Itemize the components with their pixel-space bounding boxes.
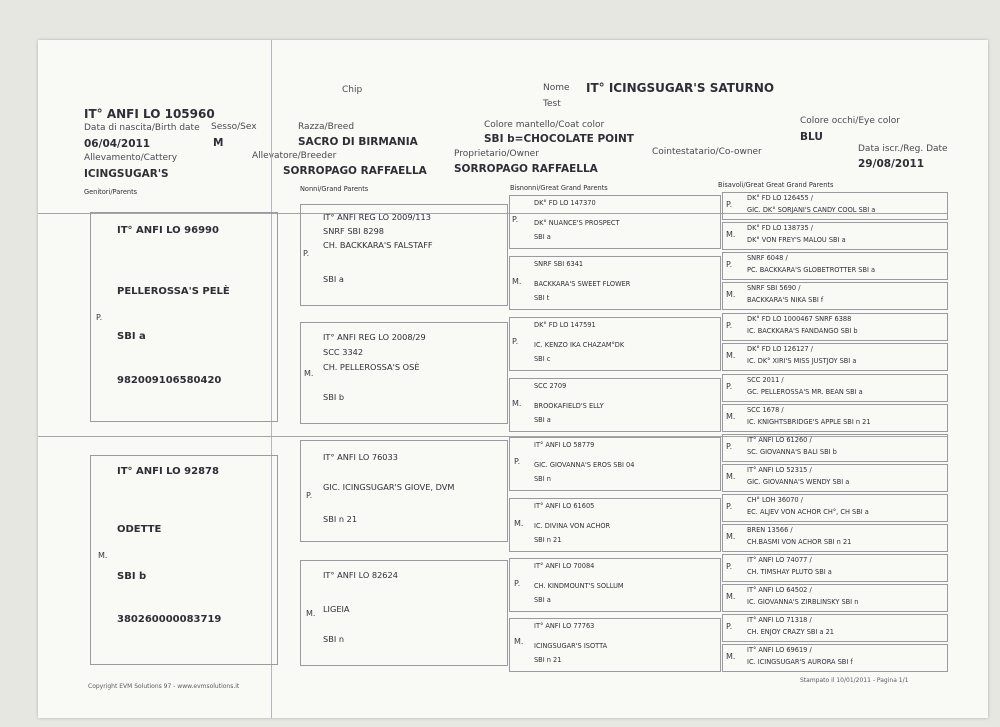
breed-label: Razza/Breed: [298, 122, 355, 132]
gggp-registration: IT° ANFI LO 61260 /: [747, 436, 812, 444]
cattery-label: Allevamento/Cattery: [84, 153, 178, 163]
ggp-name: GIC. GIOVANNA'S EROS SBI 04: [534, 461, 635, 469]
gggp-box: [722, 524, 948, 552]
ggp-marker: P.: [512, 215, 519, 224]
coowner-label: Cointestatario/Co-owner: [652, 147, 762, 157]
gggp-box: [722, 222, 948, 250]
gggp-name: IC. DK° XIRI'S MISS JUSTJOY SBI a: [747, 357, 857, 365]
gggp-name: GC. PELLEROSSA'S MR. BEAN SBI a: [747, 388, 863, 396]
grandparent-marker: P.: [306, 491, 313, 500]
gggp-name: EC. ALJEV VON ACHOR CH°, CH SBI a: [747, 508, 869, 516]
gggp-registration: BREN 13566 /: [747, 526, 793, 534]
grandparent-marker: P.: [303, 249, 310, 258]
grandparent-ems: SBI b: [323, 392, 345, 402]
ggp-marker: P.: [514, 579, 521, 588]
dam-ems: SBI b: [117, 571, 147, 582]
sex-value: M: [213, 137, 224, 149]
great-grandparent-box: [509, 195, 721, 249]
ggp-ems: SBI n: [534, 475, 551, 483]
gggp-marker: M.: [726, 592, 736, 601]
great-grandparent-box: [509, 498, 721, 552]
gggp-box: [722, 313, 948, 341]
print-stamp: Stampato il 10/01/2011 - Pagina 1/1: [800, 677, 909, 684]
ggp-name: ICINGSUGAR'S ISOTTA: [534, 642, 608, 650]
gggp-box: [722, 494, 948, 522]
reg-date-value: 29/08/2011: [858, 158, 925, 170]
great-grandparent-box: [509, 378, 721, 432]
ggp-marker: P.: [512, 337, 519, 346]
gggp-registration: IT° ANFI LO 52315 /: [747, 466, 812, 474]
great-grandparent-box: [509, 558, 721, 612]
grandparent-box: [300, 322, 508, 424]
gggp-box: [722, 644, 948, 672]
parent-sire-box: [90, 212, 278, 422]
eye-color-value: BLU: [800, 131, 823, 143]
col-heading-parents: Genitori/Parents: [84, 188, 138, 196]
gggp-box: [722, 614, 948, 642]
gggp-name: IC. ICINGSUGAR'S AURORA SBI f: [747, 658, 853, 666]
sex-label: Sesso/Sex: [211, 122, 257, 132]
gggp-box: [722, 464, 948, 492]
gggp-marker: M.: [726, 351, 736, 360]
gggp-box: [722, 434, 948, 462]
breeder-value: SORROPAGO RAFFAELLA: [283, 165, 427, 177]
name-label: Nome: [543, 83, 570, 93]
grandparent-extra: SCC 3342: [323, 347, 364, 357]
gggp-box: [722, 374, 948, 402]
gggp-name: BACKKARA'S NIKA SBI f: [747, 296, 824, 304]
ggp-registration: IT° ANFI LO 61605: [534, 502, 595, 510]
col-heading-great-great-grandparents: Bisavoli/Great Great Grand Parents: [718, 181, 834, 189]
gggp-registration: SCC 2011 /: [747, 376, 784, 384]
sire-registration: IT° ANFI LO 96990: [117, 225, 219, 236]
ggp-registration: IT° ANFI LO 77763: [534, 622, 595, 630]
dam-chip: 380260000083719: [117, 614, 222, 625]
gggp-registration: DK° FD LO 126455 /: [747, 194, 813, 202]
great-grandparent-box: [509, 618, 721, 672]
dam-marker: M.: [98, 551, 108, 560]
gggp-registration: CH° LOH 36070 /: [747, 496, 803, 504]
grandparent-name: GIC. ICINGSUGAR'S GIOVE, DVM: [323, 482, 455, 492]
gggp-marker: P.: [726, 442, 733, 451]
gggp-box: [722, 343, 948, 371]
grandparent-marker: M.: [306, 609, 316, 618]
owner-label: Proprietario/Owner: [454, 149, 539, 159]
ggp-marker: M.: [512, 399, 522, 408]
ggp-name: DK° NUANCE'S PROSPECT: [534, 219, 620, 227]
gggp-registration: DK° FD LO 138735 /: [747, 224, 813, 232]
ggp-ems: SBI t: [534, 294, 550, 302]
ggp-registration: SNRF SBI 6341: [534, 260, 584, 268]
gggp-marker: P.: [726, 502, 733, 511]
grandparent-marker: M.: [304, 369, 314, 378]
sire-name: PELLEROSSA'S PELÈ: [117, 286, 230, 297]
gggp-registration: DK° FD LO 126127 /: [747, 345, 813, 353]
gggp-name: SC. GIOVANNA'S BALI SBI b: [747, 448, 837, 456]
ggp-name: IC. DIVINA VON ACHOR: [534, 522, 611, 530]
grandparent-registration: IT° ANFI REG LO 2009/113: [323, 212, 431, 222]
dam-registration: IT° ANFI LO 92878: [117, 466, 219, 477]
ggp-name: CH. KINDMOUNT'S SOLLUM: [534, 582, 624, 590]
gggp-registration: DK° FD LO 1000467 SNRF 6388: [747, 315, 852, 323]
gggp-registration: SCC 1678 /: [747, 406, 784, 414]
ggp-registration: IT° ANFI LO 70084: [534, 562, 595, 570]
gggp-name: IC. KNIGHTSBRIDGE'S APPLE SBI n 21: [747, 418, 871, 426]
grandparent-name: CH. BACKKARA'S FALSTAFF: [323, 240, 433, 250]
breeder-label: Allevatore/Breeder: [252, 151, 337, 161]
ggp-name: BROOKAFIELD'S ELLY: [534, 402, 604, 410]
grandparent-name: LIGEIA: [323, 604, 350, 614]
gggp-registration: IT° ANFI LO 71318 /: [747, 616, 812, 624]
gggp-name: IC. GIOVANNA'S ZIRBLINSKY SBI n: [747, 598, 859, 606]
birth-date-label: Data di nascita/Birth date: [84, 123, 200, 133]
gggp-box: [722, 404, 948, 432]
registration-number: IT° ANFI LO 105960: [84, 107, 215, 121]
gggp-marker: M.: [726, 652, 736, 661]
sire-marker: P.: [96, 313, 103, 322]
ggp-ems: SBI a: [534, 416, 551, 424]
sire-chip: 982009106580420: [117, 375, 222, 386]
gggp-marker: P.: [726, 200, 733, 209]
col-heading-great-grandparents: Bisnonni/Great Grand Parents: [510, 184, 608, 192]
grandparent-box: [300, 560, 508, 666]
ggp-ems: SBI n 21: [534, 656, 562, 664]
ggp-marker: M.: [514, 637, 524, 646]
grandparent-extra: SNRF SBI 8298: [323, 226, 384, 236]
gggp-marker: P.: [726, 321, 733, 330]
cattery-value: ICINGSUGAR'S: [84, 168, 169, 180]
gggp-registration: IT° ANFI LO 74077 /: [747, 556, 812, 564]
gggp-registration: SNRF 6048 /: [747, 254, 788, 262]
coat-color-label: Colore mantello/Coat color: [484, 120, 605, 130]
grandparent-registration: IT° ANFI LO 82624: [323, 570, 398, 580]
ggp-registration: IT° ANFI LO 58779: [534, 441, 595, 449]
col-heading-grandparents: Nonni/Grand Parents: [300, 185, 369, 193]
birth-date-value: 06/04/2011: [84, 138, 151, 150]
gggp-name: CH. TIMSHAY PLUTO SBI a: [747, 568, 832, 576]
gggp-name: DK° VON FREY'S MALOU SBI a: [747, 236, 846, 244]
grandparent-ems: SBI n: [323, 634, 345, 644]
gggp-registration: IT° ANFI LO 69619 /: [747, 646, 812, 654]
gggp-box: [722, 554, 948, 582]
owner-value: SORROPAGO RAFFAELLA: [454, 163, 598, 175]
chip-label: Chip: [342, 85, 363, 95]
grandparent-registration: IT° ANFI REG LO 2008/29: [323, 332, 426, 342]
gggp-registration: IT° ANFI LO 64502 /: [747, 586, 812, 594]
gggp-marker: M.: [726, 532, 736, 541]
great-grandparent-box: [509, 317, 721, 371]
gggp-marker: P.: [726, 260, 733, 269]
gggp-marker: P.: [726, 382, 733, 391]
gggp-box: [722, 584, 948, 612]
gggp-marker: M.: [726, 412, 736, 421]
pedigree-sheet: [38, 40, 988, 718]
ggp-registration: DK° FD LO 147591: [534, 321, 596, 329]
breed-value: SACRO DI BIRMANIA: [298, 136, 418, 148]
grandparent-box: [300, 440, 508, 542]
gggp-name: CH. ENJOY CRAZY SBI a 21: [747, 628, 834, 636]
gggp-name: GIC. DK° SORJANI'S CANDY COOL SBI a: [747, 206, 876, 214]
gggp-box: [722, 192, 948, 220]
test-label: Test: [543, 99, 561, 109]
grandparent-name: CH. PELLEROSSA'S OSÈ: [323, 362, 420, 372]
sire-ems: SBI a: [117, 331, 146, 342]
ggp-ems: SBI a: [534, 233, 551, 241]
grandparent-registration: IT° ANFI LO 76033: [323, 452, 398, 462]
gggp-registration: SNRF SBI 5690 /: [747, 284, 801, 292]
gggp-name: GIC. GIOVANNA'S WENDY SBI a: [747, 478, 850, 486]
ggp-ems: SBI n 21: [534, 536, 562, 544]
grandparent-ems: SBI a: [323, 274, 344, 284]
grandparent-box: [300, 204, 508, 306]
gggp-marker: M.: [726, 290, 736, 299]
gggp-name: CH.BASMI VON ACHOR SBI n 21: [747, 538, 852, 546]
gggp-marker: P.: [726, 562, 733, 571]
dam-name: ODETTE: [117, 524, 162, 535]
coat-color-value: SBI b=CHOCOLATE POINT: [484, 133, 634, 145]
gggp-box: [722, 282, 948, 310]
ggp-marker: M.: [512, 277, 522, 286]
cat-name: IT° ICINGSUGAR'S SATURNO: [586, 81, 775, 95]
ggp-registration: DK° FD LO 147370: [534, 199, 596, 207]
copyright-footer: Copyright EVM Solutions 97 - www.evmsolutions.it: [88, 683, 240, 690]
gggp-name: IC. BACKKARA'S FANDANGO SBI b: [747, 327, 858, 335]
parent-dam-box: [90, 455, 278, 665]
gggp-box: [722, 252, 948, 280]
ggp-marker: P.: [514, 457, 521, 466]
reg-date-label: Data iscr./Reg. Date: [858, 144, 948, 154]
gggp-name: PC. BACKKARA'S GLOBETROTTER SBI a: [747, 266, 876, 274]
gggp-marker: P.: [726, 622, 733, 631]
ggp-registration: SCC 2709: [534, 382, 567, 390]
grandparent-ems: SBI n 21: [323, 514, 358, 524]
ggp-name: IC. KENZO IKA CHAZAM°DK: [534, 341, 625, 349]
gggp-marker: M.: [726, 230, 736, 239]
great-grandparent-box: [509, 256, 721, 310]
ggp-marker: M.: [514, 519, 524, 528]
ggp-ems: SBI a: [534, 596, 551, 604]
ggp-ems: SBI c: [534, 355, 551, 363]
gggp-marker: M.: [726, 472, 736, 481]
ggp-name: BACKKARA'S SWEET FLOWER: [534, 280, 631, 288]
eye-color-label: Colore occhi/Eye color: [800, 116, 900, 126]
great-grandparent-box: [509, 437, 721, 491]
